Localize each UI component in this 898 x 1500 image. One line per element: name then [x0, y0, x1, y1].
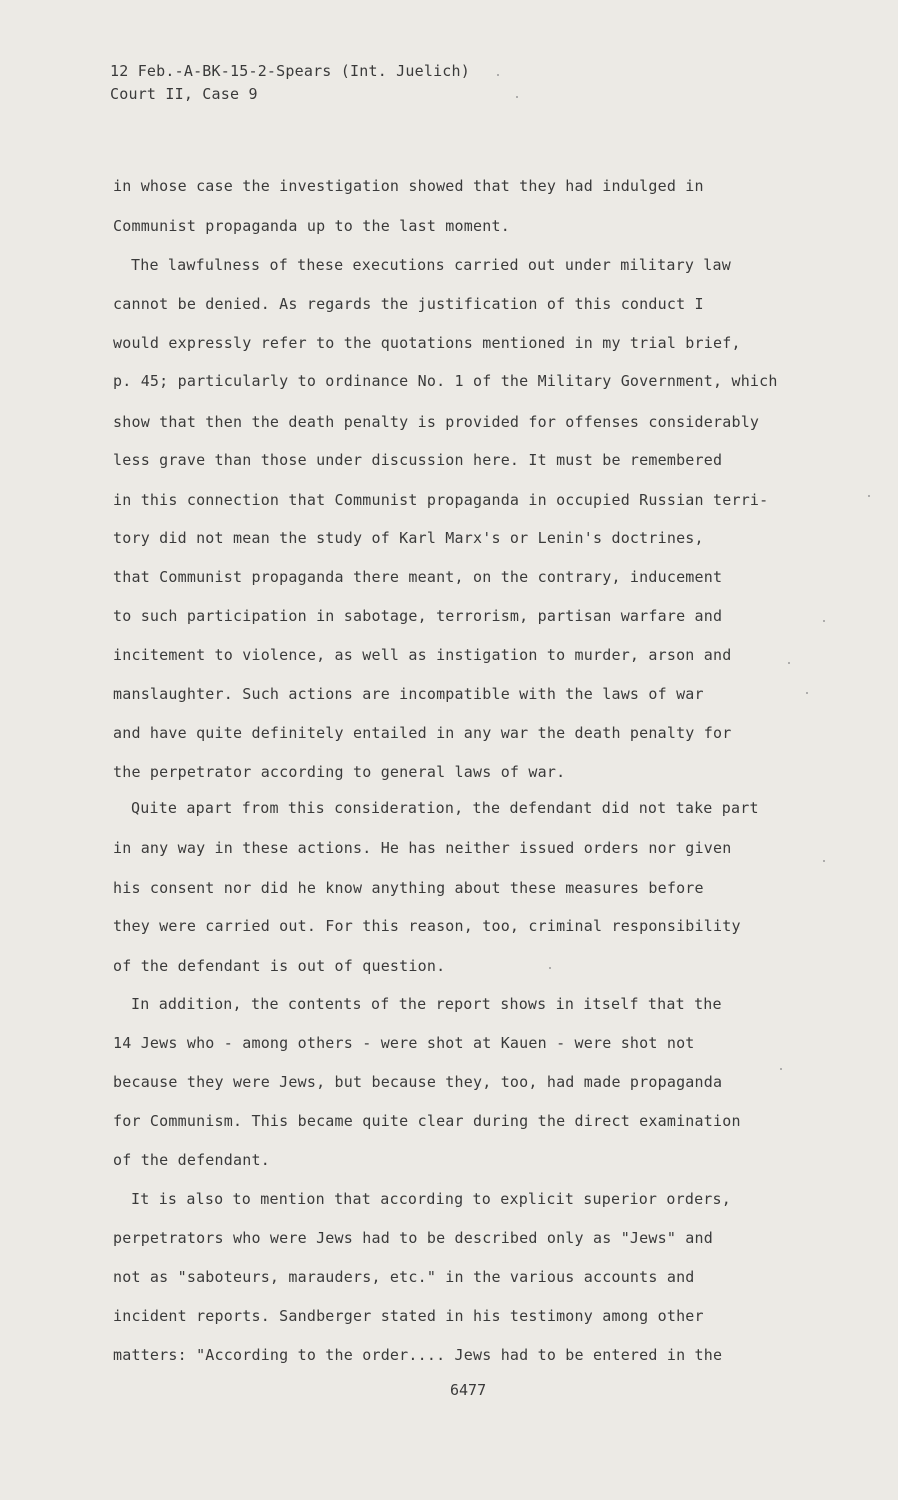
body-line: because they were Jews, but because they, too, had made propaganda — [113, 1073, 723, 1091]
body-line: manslaughter. Such actions are incompatible with the laws of war — [113, 685, 704, 703]
body-line: in this connection that Communist propaganda in occupied Russian terri- — [113, 491, 769, 509]
body-line: that Communist propaganda there meant, on the contrary, inducement — [113, 568, 723, 586]
body-line: his consent nor did he know anything about these measures before — [113, 879, 704, 897]
body-line: show that then the death penalty is provided for offenses considerably — [113, 413, 760, 431]
body-line: It is also to mention that according to explicit superior orders, — [131, 1190, 731, 1208]
paper-speck — [497, 74, 499, 76]
paper-speck — [788, 662, 790, 664]
header-reference-line: 12 Feb.-A-BK-15-2-Spears (Int. Juelich) — [110, 62, 470, 80]
paper-speck — [823, 860, 825, 862]
body-line: incident reports. Sandberger stated in his testimony among other — [113, 1307, 704, 1325]
body-line: p. 45; particularly to ordinance No. 1 of the Military Government, which — [113, 372, 778, 390]
body-line: The lawfulness of these executions carried out under military law — [131, 256, 731, 274]
paper-speck — [823, 620, 825, 622]
document-header — [110, 60, 470, 106]
body-line: and have quite definitely entailed in any war the death penalty for — [113, 724, 732, 742]
paper-speck — [806, 692, 808, 694]
body-line: they were carried out. For this reason, too, criminal responsibility — [113, 917, 741, 935]
body-line: matters: "According to the order.... Jews had to be entered in the — [113, 1346, 723, 1364]
body-line: would expressly refer to the quotations mentioned in my trial brief, — [113, 334, 741, 352]
body-line: not as "saboteurs, marauders, etc." in the various accounts and — [113, 1268, 695, 1286]
body-line: Communist propaganda up to the last moment. — [113, 217, 510, 235]
body-line: perpetrators who were Jews had to be described only as "Jews" and — [113, 1229, 713, 1247]
paper-speck — [516, 96, 518, 98]
body-line: of the defendant is out of question. — [113, 957, 446, 975]
paper-speck — [868, 495, 870, 497]
body-line: In addition, the contents of the report shows in itself that the — [131, 995, 722, 1013]
body-line: to such participation in sabotage, terrorism, partisan warfare and — [113, 607, 723, 625]
body-line: cannot be denied. As regards the justification of this conduct I — [113, 295, 704, 313]
paper-speck — [780, 1068, 782, 1070]
paper-speck — [549, 967, 551, 969]
body-line: for Communism. This became quite clear during the direct examination — [113, 1112, 741, 1130]
body-line: incitement to violence, as well as instigation to murder, arson and — [113, 646, 732, 664]
body-line: of the defendant. — [113, 1151, 270, 1169]
body-line: less grave than those under discussion here. It must be remembered — [113, 451, 723, 469]
body-line: Quite apart from this consideration, the defendant did not take part — [131, 799, 759, 817]
body-line: 14 Jews who - among others - were shot at Kauen - were shot not — [113, 1034, 695, 1052]
body-line: tory did not mean the study of Karl Marx's or Lenin's doctrines, — [113, 529, 704, 547]
body-line: the perpetrator according to general laws of war. — [113, 763, 566, 781]
page-number: 6477 — [450, 1381, 487, 1399]
header-court-line: Court II, Case 9 — [110, 85, 258, 103]
body-line: in whose case the investigation showed that they had indulged in — [113, 177, 704, 195]
body-line: in any way in these actions. He has neither issued orders nor given — [113, 839, 732, 857]
